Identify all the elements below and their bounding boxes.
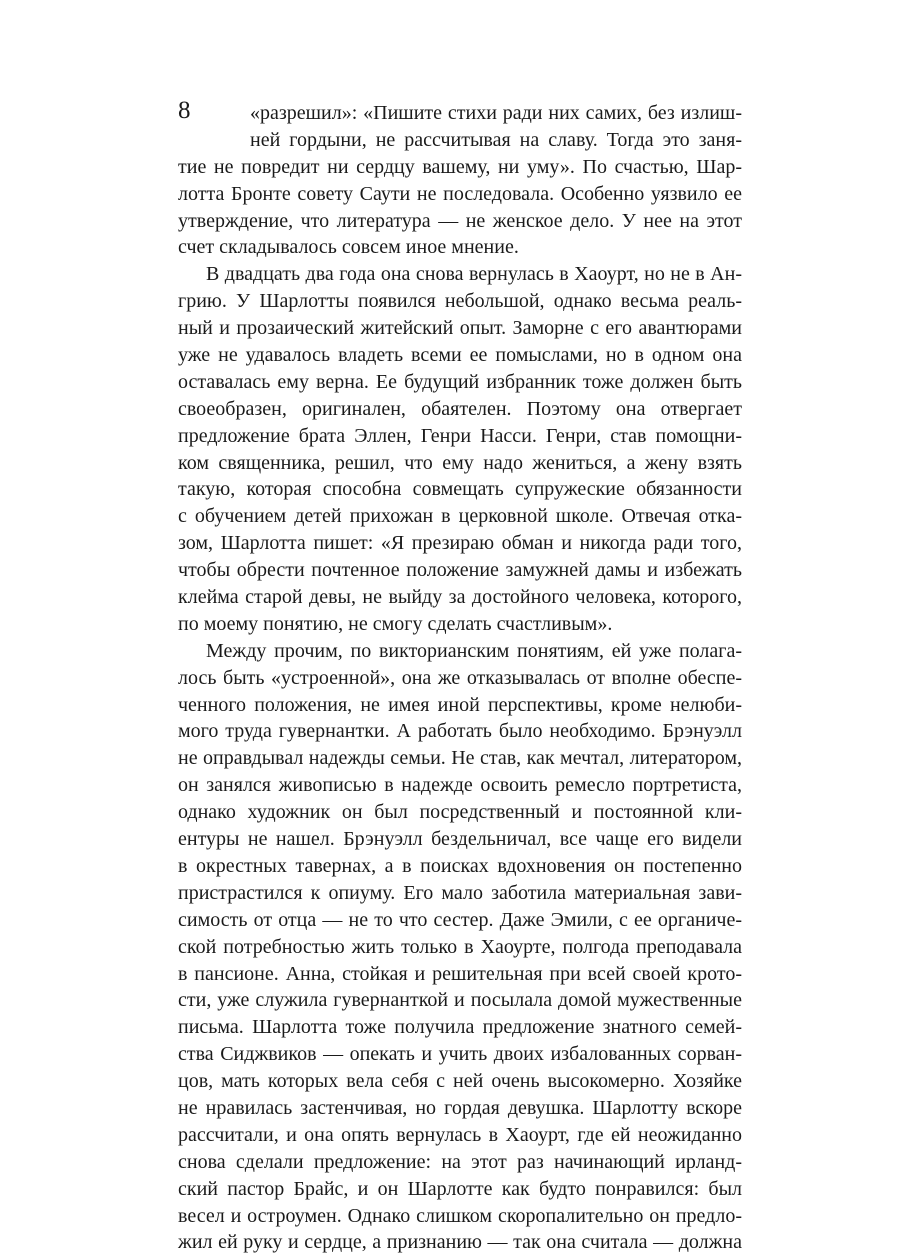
text-line: оставалась ему верна. Ее будущий избранник тоже должен быть <box>178 370 742 393</box>
text-line: снова сделали предложение: на этот раз начинающий ирланд- <box>178 1150 742 1173</box>
text-line: письма. Шарлотта тоже получила предложение знатного семей- <box>178 1016 742 1039</box>
text-line: в окрестных тавернах, а в поисках вдохновения он постепенно <box>178 854 742 877</box>
text-line: лось быть «устроенной», она же отказывалась от вполне обеспе- <box>178 666 742 689</box>
text-line: весел и остроумен. Однако слишком скоропалительно он предло- <box>178 1204 742 1227</box>
text-line: с обучением детей прихожан в церковной школе. Отвечая отка- <box>178 505 742 528</box>
text-line: лотта Бронте совету Саути не последовала. Особенно уязвило ее <box>178 182 742 205</box>
text-line: ства Сиджвиков — опекать и учить двоих избалованных сорван- <box>178 1043 742 1066</box>
body-text <box>178 97 742 1256</box>
text-line: мого труда гувернантки. А работать было необходимо. Брэнуэлл <box>178 720 742 743</box>
text-line: он занялся живописью в надежде освоить ремесло портретиста, <box>178 774 742 797</box>
text-line: зом, Шарлотта пишет: «Я презираю обман и никогда ради того, <box>178 532 742 555</box>
text-line: Между прочим, по викторианским понятиям, ей уже полага- <box>206 639 742 662</box>
text-line: по моему понятию, не смогу сделать счастливым». <box>178 612 613 635</box>
text-line: пристрастился к опиуму. Его мало заботила материальная зави- <box>178 881 742 904</box>
text-line: ченного положения, не имея иной перспективы, кроме нелюби- <box>178 693 742 716</box>
text-line: клейма старой девы, не выйду за достойного человека, которого, <box>178 586 742 609</box>
text-line: в пансионе. Анна, стойкая и решительная при всей своей крото- <box>178 962 742 985</box>
text-line: симость от отца — не то что сестер. Даже Эмили, с ее органиче- <box>178 908 742 931</box>
text-line: счет складывалось совсем иное мнение. <box>178 236 519 259</box>
text-line: ский пастор Брайс, и он Шарлотте как будто понравился: был <box>178 1177 742 1200</box>
text-line: предложение брата Эллен, Генри Насси. Генри, став помощни- <box>178 424 742 447</box>
page-number: 8 <box>178 97 191 124</box>
text-line: цов, мать которых вела себя с ней очень высокомерно. Хозяйке <box>178 1070 742 1093</box>
text-line: такую, которая способна совмещать супружеские обязанности <box>178 478 742 501</box>
text-line: своеобразен, оригинален, обаятелен. Поэтому она отвергает <box>178 397 742 420</box>
text-line: жил ей руку и сердце, а признанию — так она считала — должна <box>178 1231 742 1254</box>
text-line: рассчитали, и она опять вернулась в Хаоурт, где ей неожиданно <box>178 1123 742 1146</box>
text-line: ской потребностью жить только в Хаоурте, полгода преподавала <box>178 935 742 958</box>
text-line: В двадцать два года она снова вернулась в Хаоурт, но не в Ан- <box>206 263 742 286</box>
text-line: уже не удавалось владеть всеми ее помыслами, но в одном она <box>178 344 742 367</box>
text-line: сти, уже служила гувернанткой и посылала домой мужественные <box>178 989 742 1012</box>
text-line: ный и прозаический житейский опыт. Заморне с его авантюрами <box>178 317 742 340</box>
text-line: тие не повредит ни сердцу вашему, ни уму». По счастью, Шар- <box>178 155 742 178</box>
text-line: грию. У Шарлотты появился небольшой, однако весьма реаль- <box>178 290 742 313</box>
text-line: не нравилась застенчивая, но гордая девушка. Шарлотту вскоре <box>178 1096 742 1119</box>
text-line: ком священника, решил, что ему надо жениться, а жену взять <box>178 451 742 474</box>
text-line: «разрешил»: «Пишите стихи ради них самих, без излиш- <box>250 102 742 124</box>
text-line: ентуры не нашел. Брэнуэлл бездельничал, все чаще его видели <box>178 828 742 851</box>
text-line: не оправдывал надежды семьи. Не став, как мечтал, литератором, <box>178 747 742 770</box>
text-line: однако художник он был посредственный и постоянной кли- <box>178 801 742 824</box>
text-line: ней гордыни, не рассчитывая на славу. Тогда это заня- <box>250 128 742 151</box>
text-line: чтобы обрести почтенное положение замужней дамы и избежать <box>178 559 742 582</box>
text-line: утверждение, что литература — не женское дело. У нее на этот <box>178 209 742 232</box>
